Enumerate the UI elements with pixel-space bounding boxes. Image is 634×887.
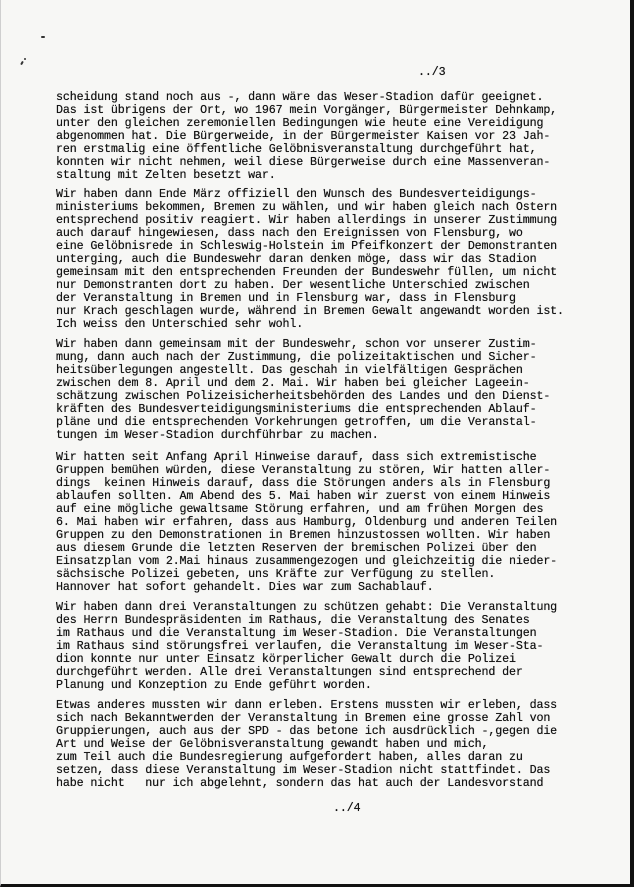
paragraph-1: scheidung stand noch aus -, dann wäre das Weser-Stadion dafür geeignet. Das ist übrigens der Ort, wo 1967 mein Vorgänger, Bürgermeister Dehnkamp, unter den gleichen zeremoniellen Bedingungen wie heute eine Vereidigung abgenommen hat. Die Bürgerweide, in der Bürgermeister Kaisen vor 23 Jah- ren erstmalig eine öffentliche Gelöbnisveranstaltung durchgeführt hat, konnten wir nicht nehmen, weil diese Bürgerweise durch eine Massenveran- staltung mit Zelten besetzt war. xyxy=(56,90,558,182)
paragraph-5: Wir haben dann drei Veranstaltungen zu schützen gehabt: Die Veranstaltung des Herrn Bundespräsidenten im Rathaus, die Veranstaltung des Senates im Rathaus und die Veranstaltung im Weser-Stadion. Die Veranstaltungen im Rathaus sind störungsfrei verlaufen, die Veranstaltung im Weser-Sta- dion konnte nur unter Einsatz körperlicher Gewalt durch die Polizei durchgeführt werden. Alle drei Veranstaltungen sind entsprechend der Planung und Konzeption zu Ende geführt worden. xyxy=(56,600,558,692)
paragraph-6: Etwas anderes mussten wir dann erleben. Erstens mussten wir erleben, dass sich nach Bekanntwerden der Veranstaltung in Bremen eine grosse Zahl von Gruppierungen, auch aus der SPD - das betone ich ausdrücklich -,gegen die Art und Weise der Gelöbnisveranstaltung gewandt haben und mich, zum Teil auch die Bundesregierung aufgefordert haben, alles daran zu setzen, dass diese Veranstaltung im Weser-Stadion nicht stattfindet. Das habe nicht nur ich abgelehnt, sondern das hat auch der Landesvorstand xyxy=(56,698,558,790)
scan-speck xyxy=(24,58,26,60)
page-marker-top: ../3 xyxy=(418,65,446,79)
paragraph-3: Wir haben dann gemeinsam mit der Bundeswehr, schon vor unserer Zustim- mung, dann auch nach der Zustimmung, die polizeitaktischen und Sicher- heitsüberlegungen angestellt. Das geschah in vielfältigen Gesprächen zwischen dem 8. April und dem 2. Mai. Wir haben bei gleicher Lageein- schätzung zwischen Polizeisicherheitsbehörden des Landes und den Dienst- kräften des Bundesverteidigungsministeriums die entsprechenden Ablauf- pläne und die entsprechenden Vorkehrungen getroffen, um die Veranstal- tungen im Weser-Stadion durchführbar zu machen. xyxy=(56,337,551,442)
paragraph-4: Wir hatten seit Anfang April Hinweise darauf, dass sich extremistische Gruppen bemühen würden, diese Veranstaltung zu stören, Wir hatten aller- dings keinen Hinweis darauf, dass die Störungen anders als in Flensburg ablaufen sollten. Am Abend des 5. Mai haben wir zuerst von einem Hinweis auf eine mögliche gewaltsame Störung erfahren, und am frühen Morgen des 6. Mai haben wir erfahren, dass aus Hamburg, Oldenburg und anderen Teilen Gruppen zu den Demonstrationen in Bremen hinzustossen wollten. Wir haben aus diesem Grunde die letzten Reserven der bremischen Polizei über den Einsatzplan vom 2.Mai hinaus zusammengezogen und gleichzeitig die nieder- sächsische Polizei gebeten, uns Kräfte zur Verfügung zu stellen. Hannover hat sofort gehandelt. Dies war zum Sachablauf. xyxy=(56,450,558,594)
page-marker-bottom: ../4 xyxy=(333,801,361,815)
scan-speck xyxy=(20,61,24,65)
paragraph-2: Wir haben dann Ende März offiziell den Wunsch des Bundesverteidigungs- ministeriums bekommen, Bremen zu wählen, und wir haben gleich nach Ostern entsprechend positiv reagiert. Wir haben allerdings in unserer Zustimmung auch darauf hingewiesen, dass nach den Ereignissen von Flensburg, wo eine Gelöbnisrede in Schleswig-Holstein im Pfeifkonzert der Demonstranten unterging, auch die Bundeswehr daran denken möge, dass wir das Stadion gemeinsam mit den entsprechenden Freunden der Bundeswehr füllen, um nicht nur Demonstranten dort zu haben. Der wesentliche Unterschied zwischen der Veranstaltung in Bremen und in Flensburg war, dass in Flensburg nur Krach geschlagen wurde, während in Bremen Gewalt angewandt worden ist. Ich weiss den Unterschied sehr wohl. xyxy=(56,187,564,331)
scan-speck xyxy=(41,36,45,38)
